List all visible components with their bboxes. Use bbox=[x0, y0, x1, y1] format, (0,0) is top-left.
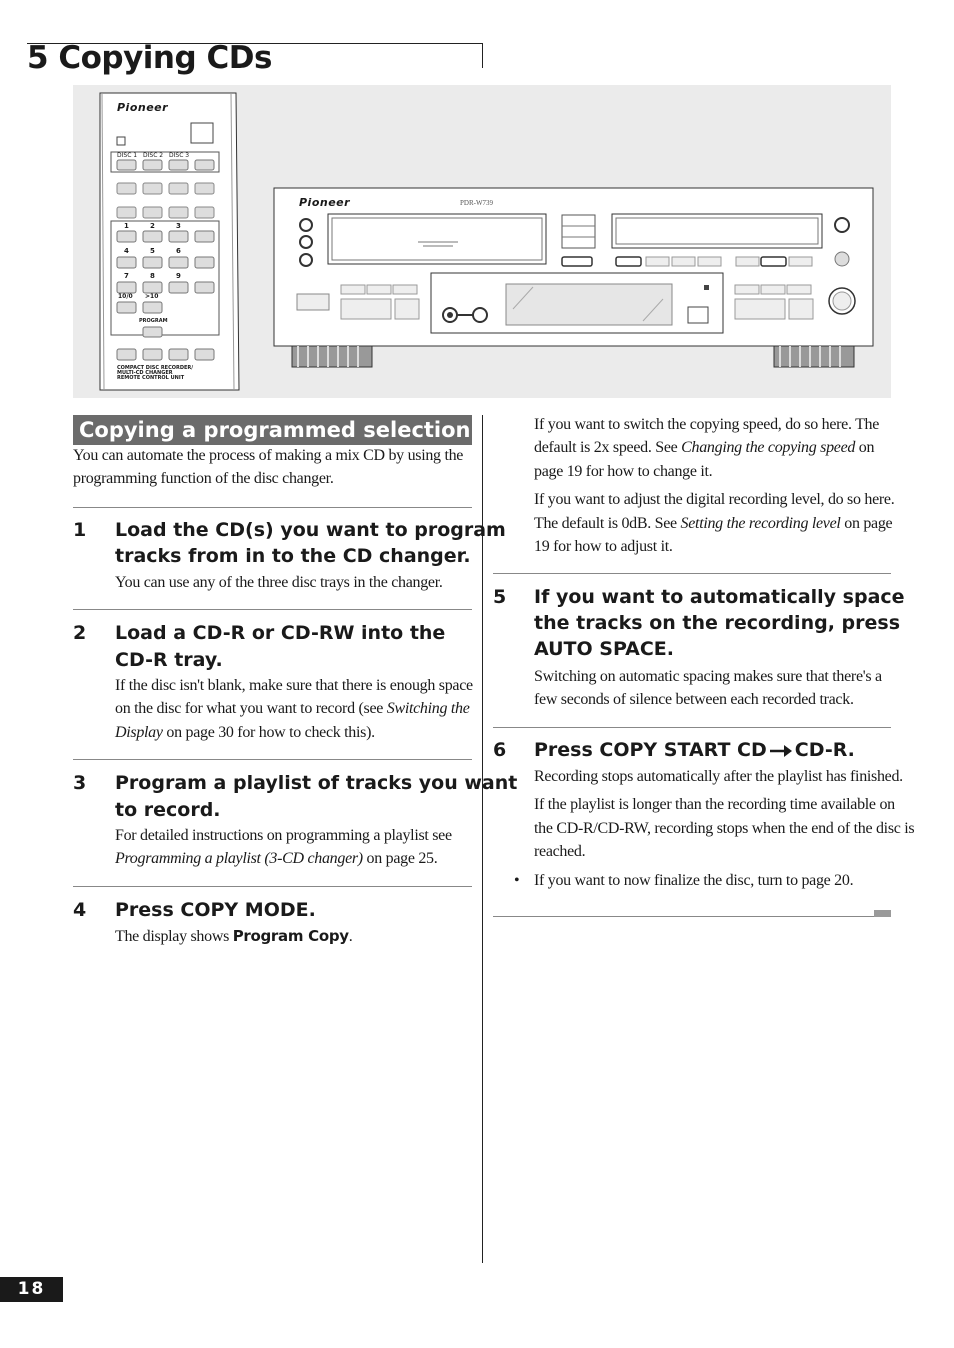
remote-key-10-0: 10/0 bbox=[118, 293, 133, 300]
remote-key-gt10: >10 bbox=[145, 293, 159, 300]
step-6-body-line-4: reached. bbox=[534, 843, 586, 860]
page-number: 18 bbox=[0, 1277, 63, 1302]
remote-key-7: 7 bbox=[124, 272, 129, 280]
speed-para-line-1: If you want to switch the copying speed, do so here. The bbox=[534, 416, 880, 433]
level-para-line-1: If you want to adjust the digital recording level, do so here. bbox=[534, 491, 895, 508]
level-para-line-2: The default is 0dB. See Setting the recording level on page bbox=[534, 515, 893, 532]
remote-and-deck-drawing bbox=[73, 85, 891, 398]
speed-para-line-3: page 19 for how to change it. bbox=[534, 463, 713, 480]
end-rule bbox=[493, 916, 891, 917]
step-6-body-line-1: Recording stops automatically after the playlist has finished. bbox=[534, 768, 903, 785]
step-5-heading-line-3: AUTO SPACE. bbox=[534, 638, 674, 660]
speed-para-line-2: default is 2x speed. See Changing the copying speed on bbox=[534, 439, 875, 456]
intro-line-2: programming function of the disc changer. bbox=[73, 470, 334, 487]
intro-line-1: You can automate the process of making a mix CD by using the bbox=[73, 447, 464, 464]
step-1-heading-line-2: tracks from in to the CD changer. bbox=[115, 545, 471, 567]
step-2-body-line-3: Display on page 30 for how to check this). bbox=[115, 724, 375, 741]
remote-key-1: 1 bbox=[124, 222, 129, 230]
remote-disc2-label: DISC 2 bbox=[143, 152, 164, 159]
step-6-body-line-3: the CD-R/CD-RW, recording stops when the end of the disc is bbox=[534, 820, 915, 837]
step-5-body-line-1: Switching on automatic spacing makes sure that there's a bbox=[534, 668, 882, 685]
deck-model-label: PDR-W739 bbox=[460, 199, 494, 207]
arrow-right-icon bbox=[769, 744, 793, 758]
section-title: Copying a programmed selection bbox=[73, 415, 472, 445]
level-para-line-3: 19 for how to adjust it. bbox=[534, 538, 673, 555]
product-illustration bbox=[73, 85, 891, 398]
step-2-body-line-2: on the disc for what you want to record (see Switching the bbox=[115, 700, 470, 717]
step-divider bbox=[73, 759, 472, 760]
remote-caption-1: COMPACT DISC RECORDER/ bbox=[117, 365, 194, 371]
step-divider bbox=[493, 573, 891, 574]
chapter-title: 5 Copying CDs bbox=[27, 40, 272, 76]
step-6-number: 6 bbox=[493, 739, 507, 761]
remote-disc3-label: DISC 3 bbox=[169, 152, 190, 159]
remote-key-3: 3 bbox=[176, 222, 181, 230]
step-2-heading-line-2: CD-R tray. bbox=[115, 649, 223, 671]
step-3-heading-line-1: Program a playlist of tracks you want bbox=[115, 772, 518, 794]
step-5-heading-line-1: If you want to automatically space bbox=[534, 586, 905, 608]
step-6-bullet: If you want to now finalize the disc, turn to page 20. bbox=[534, 872, 854, 889]
remote-key-4: 4 bbox=[124, 247, 129, 255]
step-4-heading: Press COPY MODE. bbox=[115, 899, 316, 921]
step-6-body-line-2: If the playlist is longer than the recording time available on bbox=[534, 796, 895, 813]
remote-key-5: 5 bbox=[150, 247, 155, 255]
remote-disc1-label: DISC 1 bbox=[117, 152, 138, 159]
deck-brand-logo: Pioneer bbox=[299, 196, 351, 209]
step-4-body: The display shows Program Copy. bbox=[115, 927, 353, 945]
remote-key-2: 2 bbox=[150, 222, 155, 230]
remote-brand-logo: Pioneer bbox=[117, 101, 169, 114]
step-divider bbox=[73, 609, 472, 610]
step-6-heading: Press COPY START CD CD-R. bbox=[534, 739, 855, 761]
remote-control bbox=[100, 93, 239, 390]
step-1-body: You can use any of the three disc trays in the changer. bbox=[115, 574, 443, 591]
step-5-number: 5 bbox=[493, 586, 507, 608]
end-marker bbox=[874, 910, 891, 917]
step-2-heading-line-1: Load a CD-R or CD-RW into the bbox=[115, 622, 446, 644]
step-2-body-line-1: If the disc isn't blank, make sure that there is enough space bbox=[115, 677, 473, 694]
step-divider bbox=[73, 507, 472, 508]
remote-key-9: 9 bbox=[176, 272, 181, 280]
step-5-body-line-2: few seconds of silence between each recorded track. bbox=[534, 691, 854, 708]
bullet-icon: • bbox=[514, 872, 520, 889]
cd-recorder-deck bbox=[274, 188, 873, 367]
step-4-number: 4 bbox=[73, 899, 87, 921]
step-divider bbox=[73, 886, 472, 887]
remote-program-label: PROGRAM bbox=[139, 318, 168, 324]
remote-key-8: 8 bbox=[150, 272, 155, 280]
step-3-body-line-1: For detailed instructions on programming a playlist see bbox=[115, 827, 452, 844]
step-1-number: 1 bbox=[73, 519, 87, 541]
step-3-heading-line-2: to record. bbox=[115, 799, 221, 821]
step-2-number: 2 bbox=[73, 622, 87, 644]
remote-key-6: 6 bbox=[176, 247, 181, 255]
step-1-heading-line-1: Load the CD(s) you want to program bbox=[115, 519, 506, 541]
step-3-body-line-2: Programming a playlist (3-CD changer) on page 25. bbox=[115, 850, 438, 867]
remote-caption-2: MULTI-CD CHANGER bbox=[117, 370, 173, 376]
step-3-number: 3 bbox=[73, 772, 87, 794]
remote-caption-3: REMOTE CONTROL UNIT bbox=[117, 375, 185, 381]
step-divider bbox=[493, 727, 891, 728]
step-5-heading-line-2: the tracks on the recording, press bbox=[534, 612, 901, 634]
